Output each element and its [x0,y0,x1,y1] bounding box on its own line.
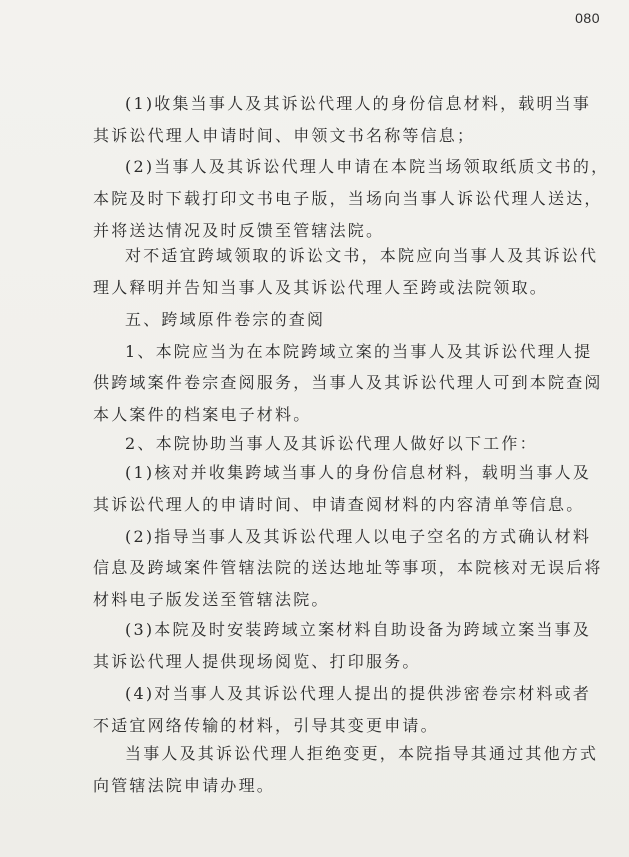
body-line: 供跨域案件卷宗查阅服务，当事人及其诉讼代理人可到本院查阅 [93,373,603,392]
body-line: 2、本院协助当事人及其诉讼代理人做好以下工作： [125,434,538,453]
body-line: (3)本院及时安装跨域立案材料自助设备为跨域立案当事及 [125,620,592,639]
body-line: 1、本院应当为在本院跨域立案的当事人及其诉讼代理人提 [125,342,593,361]
page-number: 080 [575,10,600,26]
body-line: (1)核对并收集跨域当事人的身份信息材料，载明当事人及 [125,463,592,482]
body-line: 本人案件的档案电子材料。 [93,405,312,424]
body-line: (1)收集当事人及其诉讼代理人的身份信息材料，载明当事 [125,94,592,113]
body-line: 其诉讼代理人申请时间、申领文书名称等信息； [93,126,476,145]
body-line: 信息及跨域案件管辖法院的送达地址等事项，本院核对无误后将 [93,558,603,577]
body-line: 并将送达情况及时反馈至管辖法院。 [93,221,385,240]
body-line: 对不适宜跨域领取的诉讼文书，本院应向当事人及其诉讼代 [125,246,599,265]
body-line: (4)对当事人及其诉讼代理人提出的提供涉密卷宗材料或者 [125,684,592,703]
body-line: 其诉讼代理人提供现场阅览、打印服务。 [93,652,421,671]
body-line: 向管辖法院申请办理。 [93,776,276,795]
section-heading: 五、跨域原件卷宗的查阅 [125,310,326,329]
body-line: 不适宜网络传输的材料，引导其变更申请。 [93,716,439,735]
body-line: 理人释明并告知当事人及其诉讼代理人至跨或法院领取。 [93,278,549,297]
body-line: 本院及时下载打印文书电子版，当场向当事人诉讼代理人送达， [93,189,603,208]
body-line: 其诉讼代理人的申请时间、申请查阅材料的内容清单等信息。 [93,495,585,514]
body-line: 当事人及其诉讼代理人拒绝变更，本院指导其通过其他方式 [125,744,599,763]
body-line: (2)当事人及其诉讼代理人申请在本院当场领取纸质文书的， [125,157,610,176]
body-line: 材料电子版发送至管辖法院。 [93,590,330,609]
body-line: (2)指导当事人及其诉讼代理人以电子空名的方式确认材料 [125,527,592,546]
